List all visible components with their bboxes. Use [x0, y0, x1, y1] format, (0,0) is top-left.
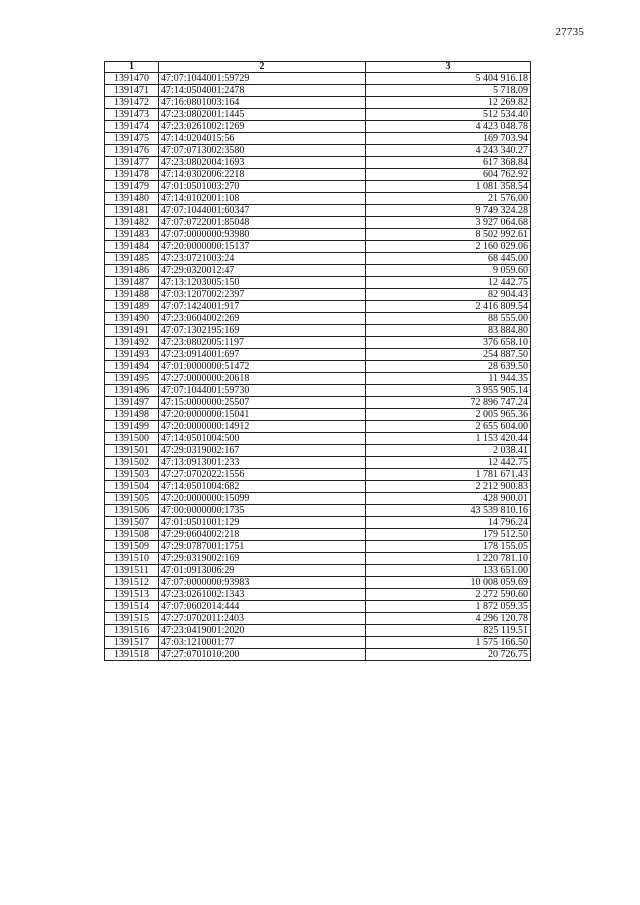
cadastral-number-cell: 47:07:0000000:93983: [159, 577, 366, 589]
table-row: [105, 517, 531, 529]
value-cell: 1 081 358.54: [366, 181, 531, 193]
table-body: [105, 73, 531, 661]
table-row: [105, 301, 531, 313]
value-cell: 9 749 324.28: [366, 205, 531, 217]
row-number-cell: 1391474: [105, 121, 159, 133]
value-cell: 2 212 900.83: [366, 481, 531, 493]
cadastral-number-cell: 47:23:0914001:697: [159, 349, 366, 361]
value-cell: 3 927 064.68: [366, 217, 531, 229]
table-row: [105, 229, 531, 241]
table-row: [105, 601, 531, 613]
cadastral-number-cell: 47:29:0319002:169: [159, 553, 366, 565]
row-number-cell: 1391482: [105, 217, 159, 229]
row-number-cell: 1391477: [105, 157, 159, 169]
table-row: [105, 361, 531, 373]
value-cell: 4 423 048.78: [366, 121, 531, 133]
row-number-cell: 1391487: [105, 277, 159, 289]
cadastral-number-cell: 47:20:0000000:14912: [159, 421, 366, 433]
value-cell: 169 703.94: [366, 133, 531, 145]
value-cell: 376 658.10: [366, 337, 531, 349]
table-row: [105, 625, 531, 637]
table-row: [105, 325, 531, 337]
cadastral-number-cell: 47:27:0701010:200: [159, 649, 366, 661]
value-cell: 68 445.00: [366, 253, 531, 265]
table-row: [105, 205, 531, 217]
cadastral-number-cell: 47:07:1424001:917: [159, 301, 366, 313]
row-number-cell: 1391479: [105, 181, 159, 193]
table-row: [105, 529, 531, 541]
value-cell: 10 008 059.69: [366, 577, 531, 589]
cadastral-number-cell: 47:29:0320012:47: [159, 265, 366, 277]
table-row: [105, 277, 531, 289]
table-row: [105, 337, 531, 349]
table-row: [105, 565, 531, 577]
cadastral-number-cell: 47:14:0102001:108: [159, 193, 366, 205]
cadastral-number-cell: 47:23:0604002:269: [159, 313, 366, 325]
cadastral-number-cell: 47:23:0261002:1343: [159, 589, 366, 601]
table-row: [105, 553, 531, 565]
value-cell: 9 059.60: [366, 265, 531, 277]
table-row: [105, 349, 531, 361]
cadastral-number-cell: 47:13:0913001:233: [159, 457, 366, 469]
row-number-cell: 1391471: [105, 85, 159, 97]
table-row: [105, 241, 531, 253]
row-number-cell: 1391470: [105, 73, 159, 85]
row-number-cell: 1391491: [105, 325, 159, 337]
row-number-cell: 1391472: [105, 97, 159, 109]
value-cell: 14 796.24: [366, 517, 531, 529]
row-number-cell: 1391510: [105, 553, 159, 565]
table-row: [105, 145, 531, 157]
page-number: 27735: [555, 26, 584, 38]
registry-table: [104, 61, 531, 661]
cadastral-number-cell: 47:14:0501004:682: [159, 481, 366, 493]
table-row: [105, 373, 531, 385]
table-header: [105, 62, 531, 73]
cadastral-number-cell: 47:29:0319002:167: [159, 445, 366, 457]
cadastral-number-cell: 47:14:0501004:500: [159, 433, 366, 445]
cadastral-number-cell: 47:14:0302006:2218: [159, 169, 366, 181]
value-cell: 4 296 120.78: [366, 613, 531, 625]
cadastral-number-cell: 47:07:1044001:59730: [159, 385, 366, 397]
value-cell: 43 539 810.16: [366, 505, 531, 517]
value-cell: 8 502 992.61: [366, 229, 531, 241]
table-row: [105, 493, 531, 505]
cadastral-number-cell: 47:01:0501001:129: [159, 517, 366, 529]
cadastral-number-cell: 47:07:1044001:59729: [159, 73, 366, 85]
row-number-cell: 1391498: [105, 409, 159, 421]
table-row: [105, 73, 531, 85]
row-number-cell: 1391505: [105, 493, 159, 505]
header-col-1: 1: [105, 62, 159, 73]
row-number-cell: 1391476: [105, 145, 159, 157]
value-cell: 4 243 340.27: [366, 145, 531, 157]
value-cell: 83 884.80: [366, 325, 531, 337]
row-number-cell: 1391500: [105, 433, 159, 445]
cadastral-number-cell: 47:01:0501003:270: [159, 181, 366, 193]
cadastral-number-cell: 47:14:0204015:56: [159, 133, 366, 145]
row-number-cell: 1391488: [105, 289, 159, 301]
cadastral-number-cell: 47:20:0000000:15099: [159, 493, 366, 505]
header-col-2: 2: [159, 62, 366, 73]
value-cell: 512 534.40: [366, 109, 531, 121]
value-cell: 178 155.05: [366, 541, 531, 553]
row-number-cell: 1391509: [105, 541, 159, 553]
cadastral-number-cell: 47:27:0702022:1556: [159, 469, 366, 481]
cadastral-number-cell: 47:29:0604002:218: [159, 529, 366, 541]
row-number-cell: 1391489: [105, 301, 159, 313]
value-cell: 1 153 420.44: [366, 433, 531, 445]
value-cell: 2 005 965.36: [366, 409, 531, 421]
table-row: [105, 481, 531, 493]
table-row: [105, 133, 531, 145]
cadastral-number-cell: 47:23:0419001:2020: [159, 625, 366, 637]
row-number-cell: 1391486: [105, 265, 159, 277]
value-cell: 12 442.75: [366, 457, 531, 469]
cadastral-number-cell: 47:20:0000000:15041: [159, 409, 366, 421]
row-number-cell: 1391512: [105, 577, 159, 589]
value-cell: 2 655 604.00: [366, 421, 531, 433]
value-cell: 2 272 590.60: [366, 589, 531, 601]
cadastral-number-cell: 47:23:0802005:1197: [159, 337, 366, 349]
table-row: [105, 577, 531, 589]
table-row: [105, 637, 531, 649]
row-number-cell: 1391504: [105, 481, 159, 493]
row-number-cell: 1391484: [105, 241, 159, 253]
row-number-cell: 1391490: [105, 313, 159, 325]
row-number-cell: 1391478: [105, 169, 159, 181]
cadastral-number-cell: 47:29:0787001:1751: [159, 541, 366, 553]
row-number-cell: 1391497: [105, 397, 159, 409]
cadastral-number-cell: 47:07:0713002:3580: [159, 145, 366, 157]
row-number-cell: 1391515: [105, 613, 159, 625]
value-cell: 604 762.92: [366, 169, 531, 181]
value-cell: 88 555.00: [366, 313, 531, 325]
cadastral-number-cell: 47:27:0000000:20618: [159, 373, 366, 385]
table-row: [105, 589, 531, 601]
value-cell: 5 718.09: [366, 85, 531, 97]
cadastral-number-cell: 47:07:1302195:169: [159, 325, 366, 337]
cadastral-number-cell: 47:16:0801003:164: [159, 97, 366, 109]
value-cell: 28 639.50: [366, 361, 531, 373]
table-row: [105, 457, 531, 469]
cadastral-number-cell: 47:00:0000000:1735: [159, 505, 366, 517]
value-cell: 12 269.82: [366, 97, 531, 109]
cadastral-number-cell: 47:01:0913006:29: [159, 565, 366, 577]
table-row: [105, 385, 531, 397]
row-number-cell: 1391517: [105, 637, 159, 649]
cadastral-number-cell: 47:01:0000000:51472: [159, 361, 366, 373]
value-cell: 5 404 916.18: [366, 73, 531, 85]
value-cell: 1 220 781.10: [366, 553, 531, 565]
row-number-cell: 1391493: [105, 349, 159, 361]
row-number-cell: 1391492: [105, 337, 159, 349]
value-cell: 2 038.41: [366, 445, 531, 457]
table-row: [105, 121, 531, 133]
cadastral-number-cell: 47:20:0000000:15137: [159, 241, 366, 253]
value-cell: 82 904.43: [366, 289, 531, 301]
table-row: [105, 421, 531, 433]
table-row: [105, 505, 531, 517]
row-number-cell: 1391513: [105, 589, 159, 601]
row-number-cell: 1391503: [105, 469, 159, 481]
table-row: [105, 469, 531, 481]
table-row: [105, 433, 531, 445]
row-number-cell: 1391496: [105, 385, 159, 397]
value-cell: 179 512.50: [366, 529, 531, 541]
row-number-cell: 1391475: [105, 133, 159, 145]
cadastral-number-cell: 47:13:1203005:150: [159, 277, 366, 289]
row-number-cell: 1391499: [105, 421, 159, 433]
row-number-cell: 1391516: [105, 625, 159, 637]
row-number-cell: 1391485: [105, 253, 159, 265]
table-row: [105, 181, 531, 193]
table-row: [105, 169, 531, 181]
table-row: [105, 253, 531, 265]
table-row: [105, 217, 531, 229]
cadastral-number-cell: 47:07:0722001:85048: [159, 217, 366, 229]
table-row: [105, 265, 531, 277]
cadastral-number-cell: 47:23:0721003:24: [159, 253, 366, 265]
table-row: [105, 289, 531, 301]
value-cell: 2 160 029.06: [366, 241, 531, 253]
row-number-cell: 1391518: [105, 649, 159, 661]
cadastral-number-cell: 47:03:1210001:77: [159, 637, 366, 649]
value-cell: 2 416 809.54: [366, 301, 531, 313]
value-cell: 825 119.51: [366, 625, 531, 637]
row-number-cell: 1391514: [105, 601, 159, 613]
value-cell: 1 575 166.50: [366, 637, 531, 649]
table-row: [105, 397, 531, 409]
row-number-cell: 1391483: [105, 229, 159, 241]
cadastral-number-cell: 47:23:0261002:1269: [159, 121, 366, 133]
row-number-cell: 1391481: [105, 205, 159, 217]
table-row: [105, 445, 531, 457]
row-number-cell: 1391508: [105, 529, 159, 541]
table-row: [105, 193, 531, 205]
row-number-cell: 1391501: [105, 445, 159, 457]
table-row: [105, 541, 531, 553]
value-cell: 20 726.75: [366, 649, 531, 661]
table-row: [105, 97, 531, 109]
value-cell: 72 896 747.24: [366, 397, 531, 409]
table-row: [105, 157, 531, 169]
value-cell: 11 944.35: [366, 373, 531, 385]
cadastral-number-cell: 47:07:0000000:93980: [159, 229, 366, 241]
table-row: [105, 109, 531, 121]
row-number-cell: 1391473: [105, 109, 159, 121]
value-cell: 3 955 905.14: [366, 385, 531, 397]
cadastral-number-cell: 47:23:0802004:1693: [159, 157, 366, 169]
value-cell: 428 900.01: [366, 493, 531, 505]
header-row: [105, 62, 531, 73]
cadastral-number-cell: 47:23:0802001:1445: [159, 109, 366, 121]
value-cell: 133 651.00: [366, 565, 531, 577]
cadastral-number-cell: 47:07:0602014:444: [159, 601, 366, 613]
row-number-cell: 1391507: [105, 517, 159, 529]
cadastral-number-cell: 47:07:1044001:60347: [159, 205, 366, 217]
row-number-cell: 1391480: [105, 193, 159, 205]
row-number-cell: 1391502: [105, 457, 159, 469]
row-number-cell: 1391495: [105, 373, 159, 385]
cadastral-number-cell: 47:03:1207002:2397: [159, 289, 366, 301]
value-cell: 1 872 059.35: [366, 601, 531, 613]
header-col-3: 3: [366, 62, 531, 73]
table-row: [105, 649, 531, 661]
value-cell: 254 887.50: [366, 349, 531, 361]
value-cell: 21 576.00: [366, 193, 531, 205]
row-number-cell: 1391494: [105, 361, 159, 373]
row-number-cell: 1391511: [105, 565, 159, 577]
cadastral-number-cell: 47:27:0702011:2403: [159, 613, 366, 625]
cadastral-number-cell: 47:14:0504001:2478: [159, 85, 366, 97]
value-cell: 12 442.75: [366, 277, 531, 289]
table-row: [105, 409, 531, 421]
table-row: [105, 313, 531, 325]
table-row: [105, 85, 531, 97]
value-cell: 617 368.84: [366, 157, 531, 169]
row-number-cell: 1391506: [105, 505, 159, 517]
value-cell: 1 781 671.43: [366, 469, 531, 481]
table-row: [105, 613, 531, 625]
cadastral-number-cell: 47:15:0000000:25507: [159, 397, 366, 409]
